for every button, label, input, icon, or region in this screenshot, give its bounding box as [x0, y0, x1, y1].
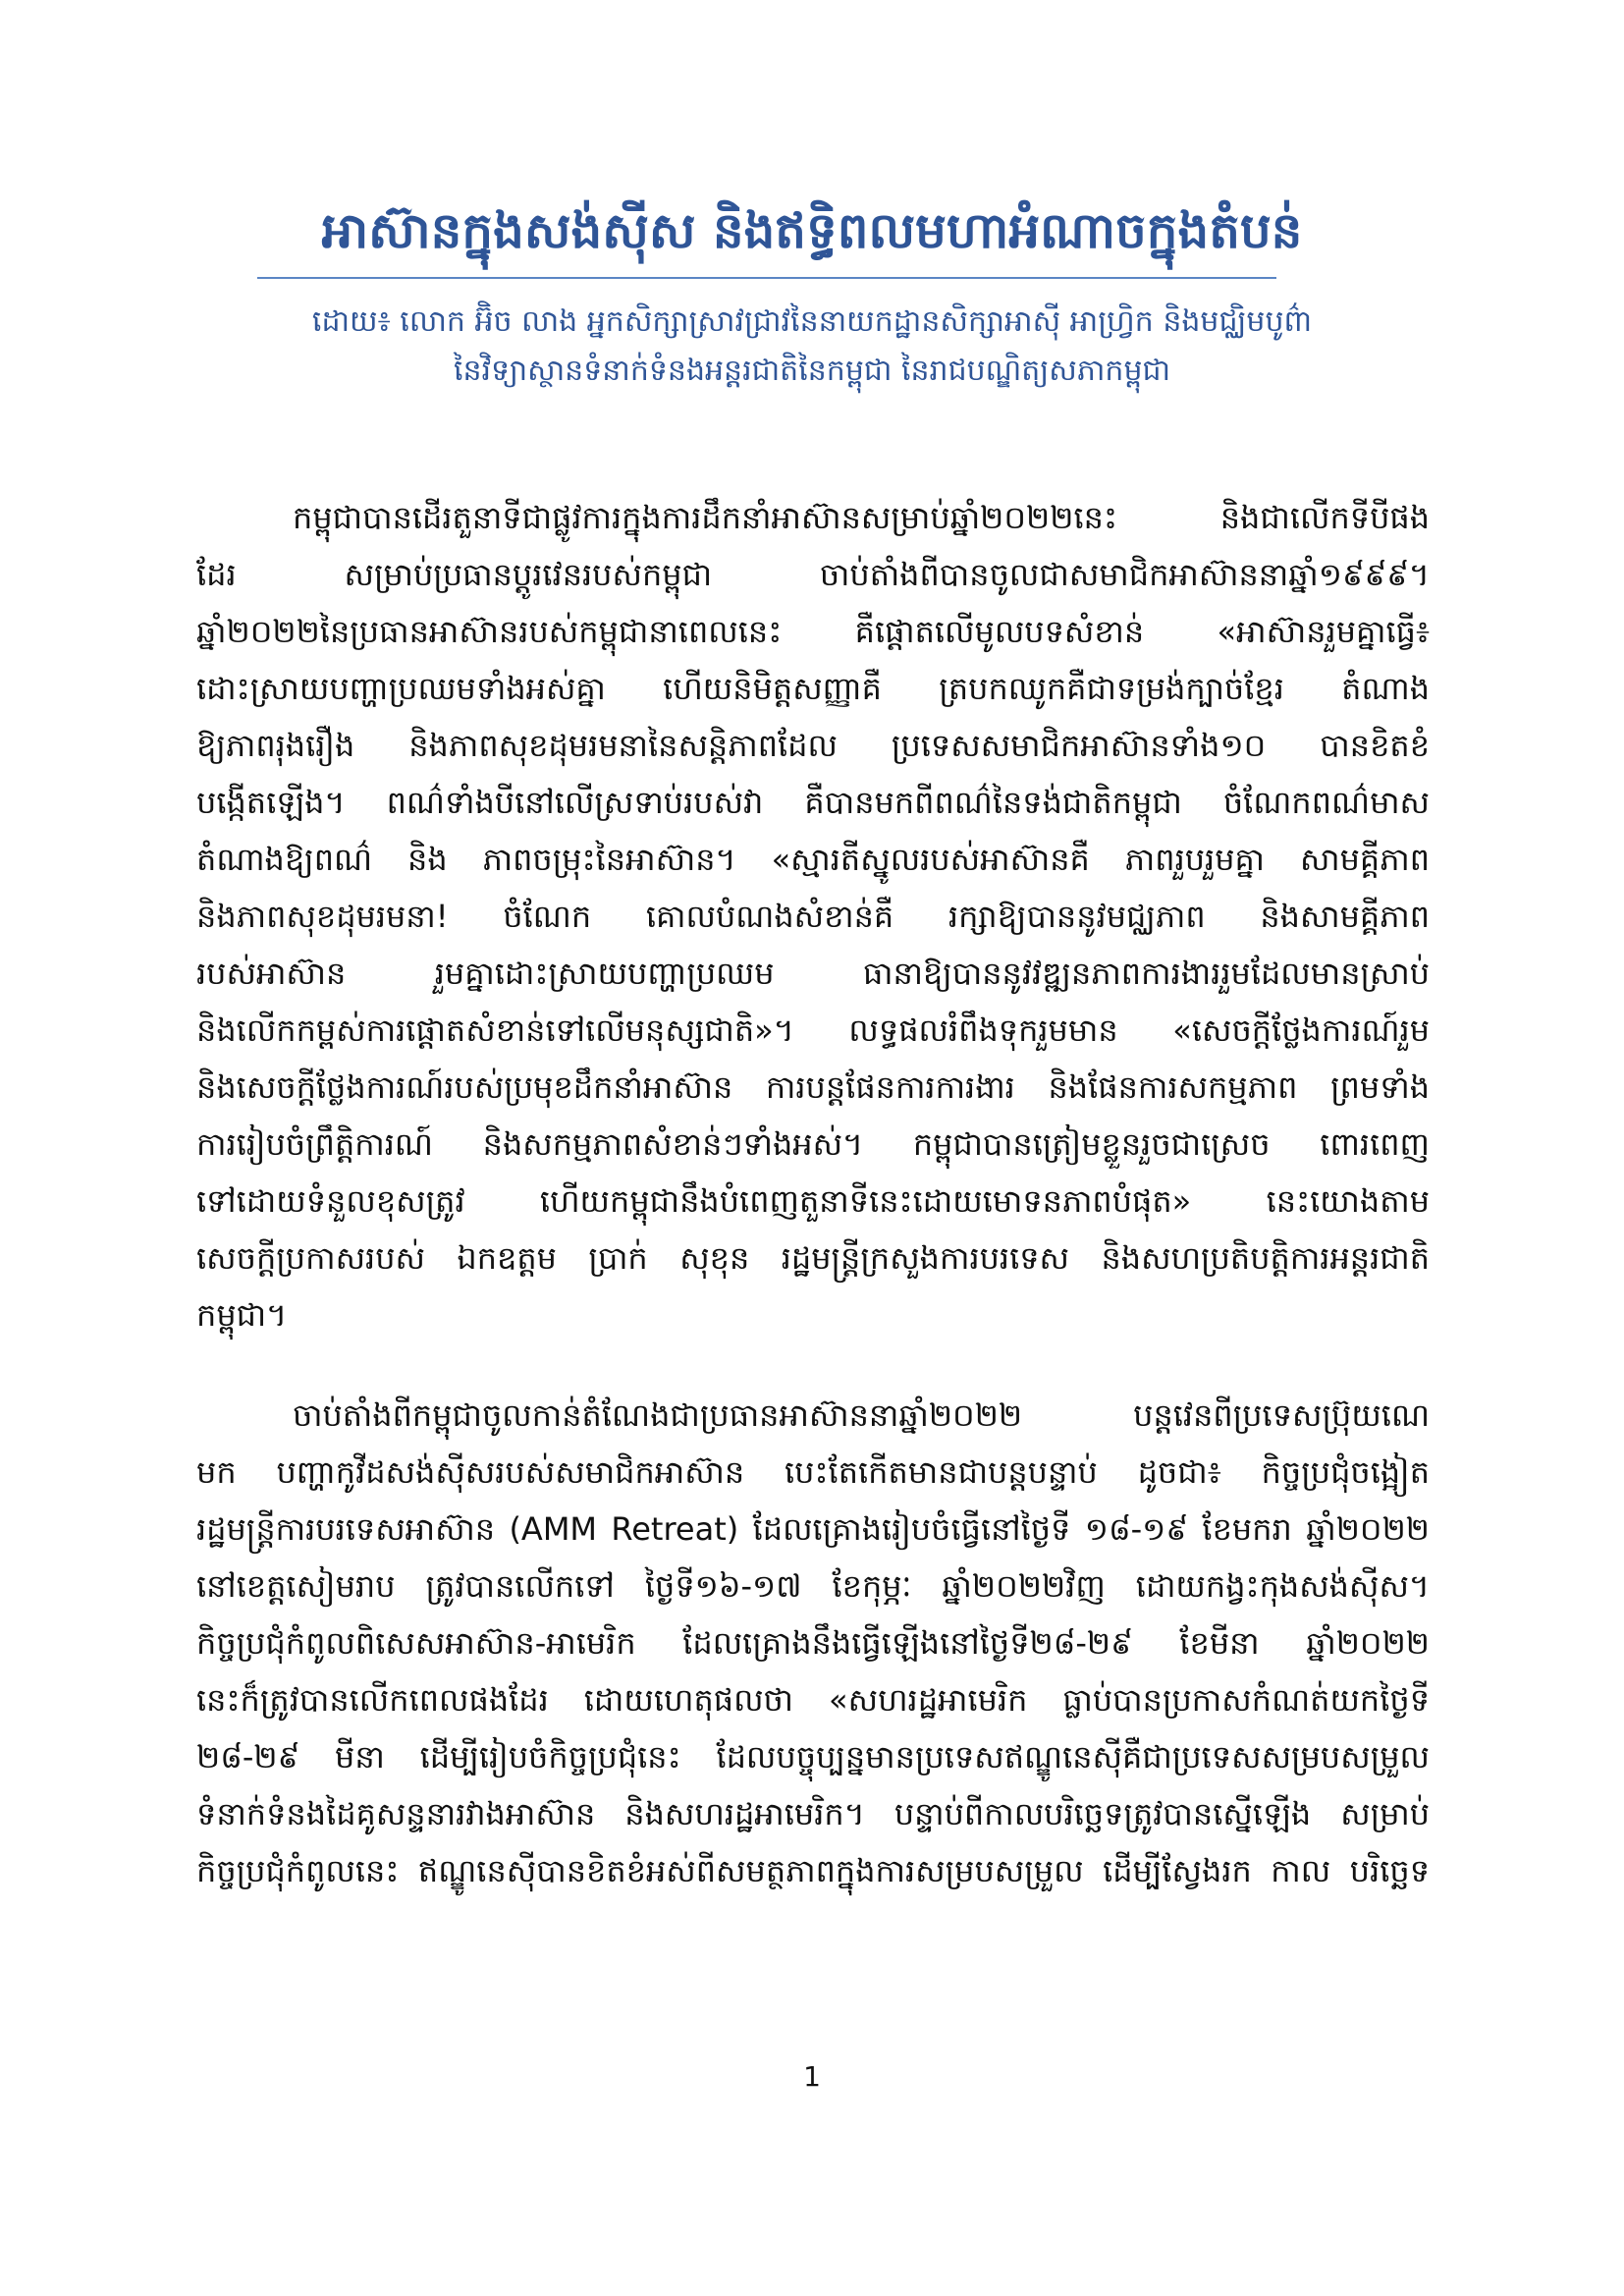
paragraph-line: ឱ្យភាពរុងរឿង និងភាពសុខដុមរមនានៃសន្តិភាពដែល ប្រទេសសមាជិកអាស៊ានទាំង១០ បានខិតខំ	[196, 727, 1430, 764]
paragraph-line: តំណាងឱ្យពណ៌ និង ភាពចម្រុះនៃអាស៊ាន។ «ស្មារតីស្នូលរបស់អាស៊ានគឺ ភាពរួបរួមគ្នា សាមគ្គីភាព	[196, 841, 1430, 878]
paragraph-line: ឆ្នាំ២០២២នៃប្រធានអាស៊ានរបស់កម្ពុជានាពេលនេះ គឺផ្តោតលើមូលបទសំខាន់ «អាស៊ានរួមគ្នាធ្វើ៖	[196, 613, 1430, 650]
paragraph-line: បង្កើតឡើង។ ពណ៌ទាំងបីនៅលើស្រទាប់របស់វា គឺបានមកពីពណ៌នៃទង់ជាតិកម្ពុជា ចំណែកពណ៌មាស	[196, 784, 1430, 821]
paragraph-line: កិច្ចប្រជុំកំពូលនេះ ឥណ្ឌូនេស៊ីបានខិតខំអស់ពីសមត្ថភាពក្នុងការសម្របសម្រួល ដើម្បីស្វែងរក កាល បរិច្ឆេទ	[196, 1852, 1430, 1889]
article-title: អាស៊ានក្នុងសង់ស៊ីស និងឥទ្ធិពលមហាអំណាចក្នុងតំបន់	[321, 202, 1303, 259]
paragraph-line: ដោះស្រាយបញ្ហាប្រឈមទាំងអស់គ្នា ហើយនិមិត្តសញ្ញាគឺ ត្របកឈូកគឺជាទម្រង់ក្បាច់ខ្មែរ តំណាង	[196, 670, 1430, 707]
paragraph-gap	[196, 1343, 1430, 1387]
article-body	[196, 489, 1430, 1899]
paragraph-line: កម្ពុជាបានដើរតួនាទីជាផ្លូវការក្នុងការដឹកនាំអាស៊ានសម្រាប់ឆ្នាំ២០២២នេះ និងជាលើកទីបីផង	[293, 499, 1430, 536]
page-number: 1	[803, 2060, 821, 2093]
paragraph-line: ដែរ សម្រាប់ប្រធានប្តូរវេនរបស់កម្ពុជា ចាប់តាំងពីបានចូលជាសមាជិកអាស៊ាននាឆ្នាំ១៩៩៩។	[196, 556, 1430, 593]
paragraph-line: នៅខេត្តសៀមរាប ត្រូវបានលើកទៅ ថ្ងៃទី១៦-១៧ ខែកុម្ភៈ ឆ្នាំ២០២២វិញ ដោយកង្វះកុងសង់ស៊ីស។	[196, 1567, 1430, 1605]
paragraph	[196, 1387, 1430, 1899]
paragraph-line: និងលើកកម្ពស់ការផ្តោតសំខាន់ទៅលើមនុស្សជាតិ»។ លទ្ធផលរំពឹងទុករួមមាន «សេចក្តីថ្លែងការណ៍រួម	[196, 1011, 1430, 1049]
paragraph-line: ២៨-២៩ មីនា ដើម្បីរៀបចំកិច្ចប្រជុំនេះ ដែលបច្ចុប្បន្នមានប្រទេសឥណ្ឌូនេស៊ីគឺជាប្រទេសសម្របសម្រួល	[196, 1738, 1430, 1776]
paragraph-line: សេចក្តីប្រកាសរបស់ ឯកឧត្តម ប្រាក់ សុខុន រដ្ឋមន្ត្រីក្រសួងការបរទេស និងសហប្រតិបត្តិការអន្តរជាតិ	[196, 1239, 1430, 1277]
paragraph-line: របស់អាស៊ាន រួមគ្នាដោះស្រាយបញ្ហាប្រឈម ធានាឱ្យបាននូវវឌ្ឍនភាពការងាររួមដែលមានស្រាប់	[196, 955, 1430, 992]
paragraph-line: មក បញ្ហាកូវីដសង់ស៊ីសរបស់សមាជិកអាស៊ាន បេះតែកើតមានជាបន្តបន្ទាប់ ដូចជា៖ កិច្ចប្រជុំចង្អៀត	[196, 1453, 1430, 1491]
paragraph-line: និងសេចក្តីថ្លែងការណ៍របស់ប្រមុខដឹកនាំអាស៊ាន ការបន្តផែនការការងារ និងផែនការសកម្មភាព ព្រមទាំង	[196, 1068, 1430, 1106]
paragraph-line: ទំនាក់ទំនងដៃគូសន្ទនារវាងអាស៊ាន និងសហរដ្ឋអាមេរិក។ បន្ទាប់ពីកាលបរិច្ឆេទត្រូវបានស្នើឡើង សម្រាប់	[196, 1795, 1430, 1832]
paragraph-line: នេះក៏ត្រូវបានលើកពេលផងដែរ ដោយហេតុផលថា «សហរដ្ឋអាមេរិក ធ្លាប់បានប្រកាសកំណត់យកថ្ងៃទី	[196, 1681, 1430, 1719]
paragraph-line: រដ្ឋមន្ត្រីការបរទេសអាស៊ាន (AMM Retreat) ដែលគ្រោងរៀបចំធ្វើនៅថ្ងៃទី ១៨-១៩ ខែមករា ឆ្នាំ២០២២	[196, 1510, 1430, 1548]
paragraph	[196, 489, 1430, 1343]
author-byline-line-2: នៃវិទ្យាស្ថានទំនាក់ទំនងអន្តរជាតិនៃកម្ពុជា នៃរាជបណ្ឌិត្យសភាកម្ពុជា	[453, 354, 1171, 388]
paragraph-line: ចាប់តាំងពីកម្ពុជាចូលកាន់តំណែងជាប្រធានអាស៊ាននាឆ្នាំ២០២២ បន្តវេនពីប្រទេសប្រ៊ុយណេ	[293, 1396, 1430, 1434]
paragraph-line: កម្ពុជា។	[196, 1296, 288, 1334]
paragraph-line: ទៅដោយទំនួលខុសត្រូវ ហើយកម្ពុជានឹងបំពេញតួនាទីនេះដោយមោទនភាពបំផុត» នេះយោងតាម	[196, 1182, 1430, 1220]
author-byline-line-1: ដោយ៖ លោក អ៊ិច លាង អ្នកសិក្សាស្រាវជ្រាវនៃនាយកដ្ឋានសិក្សាអាស៊ី អាហ្វ្រិក និងមជ្ឈិមបូព៌ា	[311, 304, 1313, 339]
title-divider	[257, 277, 1276, 279]
paragraph-line: ការរៀបចំព្រឹត្តិការណ៍ និងសកម្មភាពសំខាន់ៗទាំងអស់។ កម្ពុជាបានត្រៀមខ្លួនរួចជាស្រេច ពោរពេញ	[196, 1125, 1430, 1163]
paragraph-line: កិច្ចប្រជុំកំពូលពិសេសអាស៊ាន-អាមេរិក ដែលគ្រោងនឹងធ្វើឡើងនៅថ្ងៃទី២៨-២៩ ខែមីនា ឆ្នាំ២០២២	[196, 1624, 1430, 1662]
paragraph-line: និងភាពសុខដុមរមនា! ចំណែក គោលបំណងសំខាន់គឺ រក្សាឱ្យបាននូវមជ្ឈភាព និងសាមគ្គីភាព	[196, 898, 1430, 935]
